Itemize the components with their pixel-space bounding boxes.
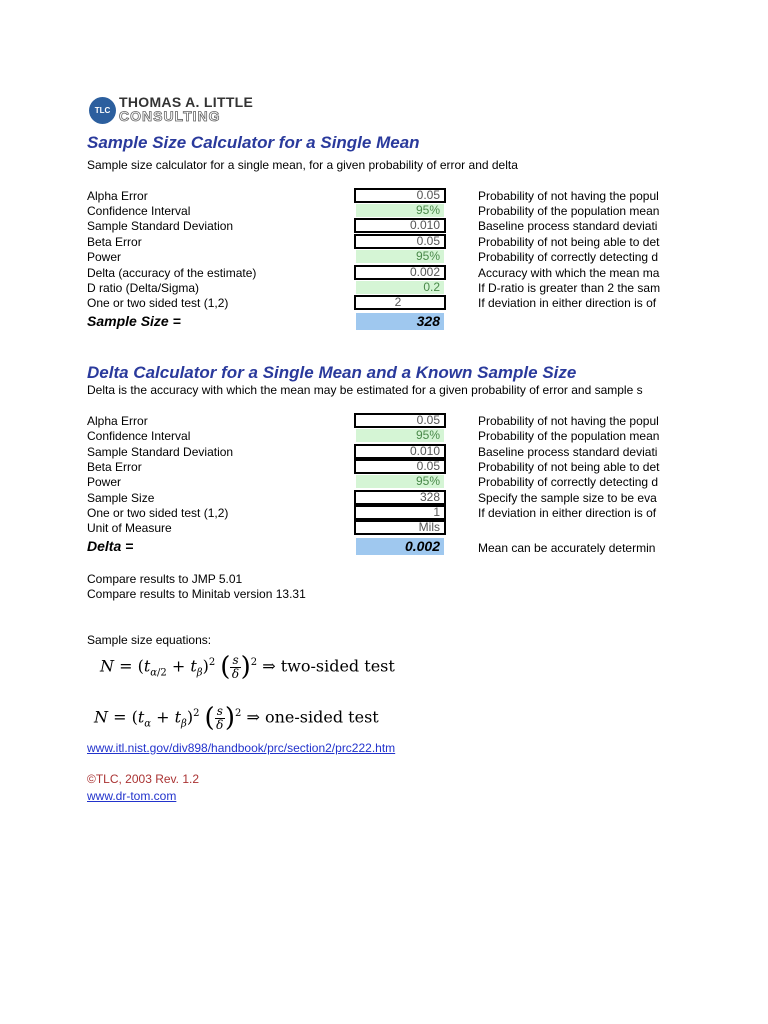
s1-label-dratio: D ratio (Delta/Sigma)	[87, 281, 200, 295]
s1-input-stddev[interactable]: 0.010	[354, 218, 446, 233]
s2-result-desc: Mean can be accurately determin	[478, 541, 656, 555]
s1-desc-dratio: If D-ratio is greater than 2 the sam	[478, 281, 661, 295]
s2-result-label: Delta =	[87, 538, 134, 554]
s1-label-power: Power	[87, 250, 122, 264]
s1-label-alpha: Alpha Error	[87, 189, 148, 203]
nist-link[interactable]: www.itl.nist.gov/div898/handbook/prc/section2/prc222.htm	[87, 741, 396, 755]
s2-value-power: 95%	[356, 475, 444, 488]
s1-desc-beta: Probability of not being able to det	[478, 235, 660, 249]
s1-desc-sided: If deviation in either direction is of	[478, 296, 657, 310]
s1-desc-alpha: Probability of not having the popul	[478, 189, 659, 203]
copyright-text: ©TLC, 2003 Rev. 1.2	[87, 772, 200, 786]
logo-line-1: THOMAS A. LITTLE	[119, 94, 254, 110]
s1-result-label: Sample Size =	[87, 313, 181, 329]
section1-subtitle: Sample size calculator for a single mean, for a given probability of error and delta	[87, 158, 518, 172]
section2-subtitle: Delta is the accuracy with which the mean may be estimated for a given probability of error and sample s	[87, 383, 643, 397]
s2-result-value: 0.002	[356, 538, 444, 555]
s2-label-alpha: Alpha Error	[87, 414, 148, 428]
s1-value-confidence: 95%	[356, 204, 444, 217]
equation-one-sided: $N = (t_\alpha + t_\beta)^2$ ( $\frac{s}{\delta}$ )$^2$ ⇒ one-sided test	[94, 703, 379, 733]
eq1-tail: ⇒ two-sided test	[262, 656, 395, 676]
s2-value-confidence: 95%	[356, 429, 444, 442]
equation-two-sided: $N = (t_{\alpha/2} + t_\beta)^2$ ( $\frac{s}{\delta}$ )$^2$ ⇒ two-sided test	[100, 652, 395, 682]
s2-desc-samplesize: Specify the sample size to be eva	[478, 491, 657, 505]
section1-title: Sample Size Calculator for a Single Mean	[87, 133, 420, 152]
note-minitab: Compare results to Minitab version 13.31	[87, 587, 306, 601]
s2-desc-power: Probability of correctly detecting d	[478, 475, 659, 489]
s1-desc-stddev: Baseline process standard deviati	[478, 219, 658, 233]
dr-tom-link[interactable]: www.dr-tom.com	[87, 789, 177, 803]
s1-input-alpha[interactable]: 0.05	[354, 188, 446, 203]
s2-input-sided[interactable]: 1	[354, 505, 446, 520]
s2-desc-stddev: Baseline process standard deviati	[478, 445, 658, 459]
note-jmp: Compare results to JMP 5.01	[87, 572, 243, 586]
s2-input-unit[interactable]: Mils	[354, 520, 446, 535]
s2-label-samplesize: Sample Size	[87, 491, 155, 505]
s2-label-unit: Unit of Measure	[87, 521, 172, 535]
tlc-logo-icon: TLC	[89, 97, 116, 124]
s1-label-confidence: Confidence Interval	[87, 204, 191, 218]
s1-desc-delta: Accuracy with which the mean ma	[478, 266, 660, 280]
s2-label-power: Power	[87, 475, 122, 489]
equations-label: Sample size equations:	[87, 633, 212, 647]
s1-input-sided[interactable]: 2	[354, 295, 446, 310]
section2-title: Delta Calculator for a Single Mean and a Known Sample Size	[87, 363, 577, 382]
eq2-tail: ⇒ one-sided test	[246, 707, 379, 727]
s2-input-stddev[interactable]: 0.010	[354, 444, 446, 459]
s2-input-samplesize[interactable]: 328	[354, 490, 446, 505]
s2-desc-beta: Probability of not being able to det	[478, 460, 660, 474]
s2-desc-alpha: Probability of not having the popul	[478, 414, 659, 428]
s1-label-delta: Delta (accuracy of the estimate)	[87, 266, 257, 280]
logo-line-2: CONSULTING	[119, 108, 221, 124]
s2-label-confidence: Confidence Interval	[87, 429, 191, 443]
s1-label-sided: One or two sided test (1,2)	[87, 296, 229, 310]
s1-value-power: 95%	[356, 250, 444, 263]
s1-value-dratio: 0.2	[356, 281, 444, 294]
s1-input-beta[interactable]: 0.05	[354, 234, 446, 249]
s1-result-value: 328	[356, 313, 444, 330]
s1-input-delta[interactable]: 0.002	[354, 265, 446, 280]
s2-input-beta[interactable]: 0.05	[354, 459, 446, 474]
s1-label-stddev: Sample Standard Deviation	[87, 219, 234, 233]
s1-desc-power: Probability of correctly detecting d	[478, 250, 659, 264]
s1-desc-confidence: Probability of the population mean	[478, 204, 660, 218]
s2-label-stddev: Sample Standard Deviation	[87, 445, 234, 459]
s1-label-beta: Beta Error	[87, 235, 142, 249]
s2-desc-confidence: Probability of the population mean	[478, 429, 660, 443]
s2-desc-sided: If deviation in either direction is of	[478, 506, 657, 520]
s2-input-alpha[interactable]: 0.05	[354, 413, 446, 428]
s2-label-beta: Beta Error	[87, 460, 142, 474]
s2-label-sided: One or two sided test (1,2)	[87, 506, 229, 520]
